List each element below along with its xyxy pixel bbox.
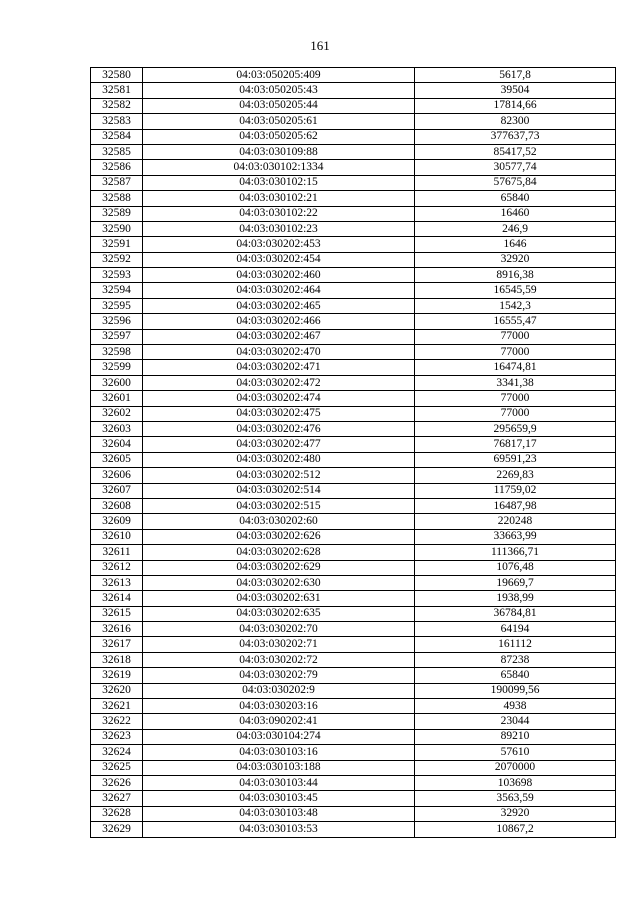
- table-row: [91, 591, 616, 606]
- value-cell: 16474,81: [415, 360, 616, 375]
- table-row: [91, 68, 616, 83]
- row-number-cell: 32590: [91, 221, 143, 236]
- value-cell: 220248: [415, 514, 616, 529]
- cadastral-number-cell: 04:03:030202:79: [143, 668, 415, 683]
- cadastral-number-cell: 04:03:030103:188: [143, 760, 415, 775]
- cadastral-number-cell: 04:03:030202:454: [143, 252, 415, 267]
- cadastral-number-cell: 04:03:030202:476: [143, 421, 415, 436]
- value-cell: 32920: [415, 806, 616, 821]
- value-cell: 1076,48: [415, 560, 616, 575]
- value-cell: 82300: [415, 114, 616, 129]
- row-number-cell: 32607: [91, 483, 143, 498]
- cadastral-number-cell: 04:03:030202:512: [143, 468, 415, 483]
- cadastral-number-cell: 04:03:050205:61: [143, 114, 415, 129]
- table-row: [91, 606, 616, 621]
- value-cell: 32920: [415, 252, 616, 267]
- cadastral-number-cell: 04:03:030103:44: [143, 775, 415, 790]
- value-cell: 161112: [415, 637, 616, 652]
- row-number-cell: 32616: [91, 622, 143, 637]
- row-number-cell: 32618: [91, 652, 143, 667]
- cadastral-number-cell: 04:03:030202:9: [143, 683, 415, 698]
- row-number-cell: 32624: [91, 745, 143, 760]
- value-cell: 8916,38: [415, 268, 616, 283]
- value-cell: 1646: [415, 237, 616, 252]
- cadastral-number-cell: 04:03:030103:16: [143, 745, 415, 760]
- cadastral-number-cell: 04:03:030109:88: [143, 144, 415, 159]
- cadastral-number-cell: 04:03:030202:472: [143, 375, 415, 390]
- row-number-cell: 32628: [91, 806, 143, 821]
- row-number-cell: 32603: [91, 421, 143, 436]
- cadastral-number-cell: 04:03:050205:43: [143, 83, 415, 98]
- cadastral-number-cell: 04:03:030202:453: [143, 237, 415, 252]
- value-cell: 103698: [415, 775, 616, 790]
- value-cell: 2269,83: [415, 468, 616, 483]
- value-cell: 3341,38: [415, 375, 616, 390]
- cadastral-number-cell: 04:03:030202:635: [143, 606, 415, 621]
- value-cell: 57675,84: [415, 175, 616, 190]
- cadastral-number-cell: 04:03:030202:628: [143, 545, 415, 560]
- value-cell: 2070000: [415, 760, 616, 775]
- value-cell: 87238: [415, 652, 616, 667]
- table-row: [91, 452, 616, 467]
- value-cell: 111366,71: [415, 545, 616, 560]
- table-row: [91, 668, 616, 683]
- row-number-cell: 32609: [91, 514, 143, 529]
- value-cell: 1938,99: [415, 591, 616, 606]
- value-cell: 11759,02: [415, 483, 616, 498]
- cadastral-number-cell: 04:03:050205:62: [143, 129, 415, 144]
- row-number-cell: 32615: [91, 606, 143, 621]
- value-cell: 1542,3: [415, 298, 616, 313]
- row-number-cell: 32601: [91, 391, 143, 406]
- cadastral-number-cell: 04:03:030202:515: [143, 498, 415, 513]
- cadastral-number-cell: 04:03:030203:16: [143, 699, 415, 714]
- page-number: 161: [310, 38, 330, 53]
- table-row: [91, 345, 616, 360]
- table-row: [91, 375, 616, 390]
- row-number-cell: 32602: [91, 406, 143, 421]
- value-cell: 85417,52: [415, 144, 616, 159]
- cadastral-number-cell: 04:03:030103:45: [143, 791, 415, 806]
- table-row: [91, 298, 616, 313]
- row-number-cell: 32584: [91, 129, 143, 144]
- row-number-cell: 32594: [91, 283, 143, 298]
- value-cell: 16545,59: [415, 283, 616, 298]
- value-cell: 39504: [415, 83, 616, 98]
- cadastral-number-cell: 04:03:030202:480: [143, 452, 415, 467]
- cadastral-number-cell: 04:03:030202:60: [143, 514, 415, 529]
- table-row: [91, 391, 616, 406]
- table-row: [91, 114, 616, 129]
- row-number-cell: 32597: [91, 329, 143, 344]
- table-row: [91, 329, 616, 344]
- row-number-cell: 32617: [91, 637, 143, 652]
- cadastral-number-cell: 04:03:030202:465: [143, 298, 415, 313]
- cadastral-number-cell: 04:03:030202:464: [143, 283, 415, 298]
- cadastral-number-cell: 04:03:030103:48: [143, 806, 415, 821]
- row-number-cell: 32627: [91, 791, 143, 806]
- value-cell: 89210: [415, 729, 616, 744]
- cadastral-number-cell: 04:03:030202:474: [143, 391, 415, 406]
- row-number-cell: 32589: [91, 206, 143, 221]
- row-number-cell: 32610: [91, 529, 143, 544]
- value-cell: 5617,8: [415, 68, 616, 83]
- table-row: [91, 545, 616, 560]
- table-row: [91, 252, 616, 267]
- table-row: [91, 822, 616, 837]
- row-number-cell: 32592: [91, 252, 143, 267]
- cadastral-number-cell: 04:03:030202:466: [143, 314, 415, 329]
- value-cell: 64194: [415, 622, 616, 637]
- row-number-cell: 32582: [91, 98, 143, 113]
- row-number-cell: 32623: [91, 729, 143, 744]
- value-cell: 77000: [415, 329, 616, 344]
- table-row: [91, 729, 616, 744]
- cadastral-number-cell: 04:03:030202:72: [143, 652, 415, 667]
- cadastral-number-cell: 04:03:030202:471: [143, 360, 415, 375]
- table-row: [91, 652, 616, 667]
- table-row: [91, 406, 616, 421]
- table-row: [91, 745, 616, 760]
- table-row: [91, 283, 616, 298]
- row-number-cell: 32600: [91, 375, 143, 390]
- value-cell: 3563,59: [415, 791, 616, 806]
- cadastral-number-cell: 04:03:030202:514: [143, 483, 415, 498]
- table-row: [91, 514, 616, 529]
- value-cell: 77000: [415, 345, 616, 360]
- value-cell: 76817,17: [415, 437, 616, 452]
- row-number-cell: 32593: [91, 268, 143, 283]
- cadastral-number-cell: 04:03:050205:409: [143, 68, 415, 83]
- table-row: [91, 268, 616, 283]
- table-row: [91, 637, 616, 652]
- value-cell: 4938: [415, 699, 616, 714]
- table-row: [91, 129, 616, 144]
- table-row: [91, 699, 616, 714]
- row-number-cell: 32591: [91, 237, 143, 252]
- cadastral-number-cell: 04:03:030202:467: [143, 329, 415, 344]
- cadastral-number-cell: 04:03:030202:70: [143, 622, 415, 637]
- table-row: [91, 575, 616, 590]
- cadastral-number-cell: 04:03:090202:41: [143, 714, 415, 729]
- table-row: [91, 791, 616, 806]
- table-row: [91, 314, 616, 329]
- table-row: [91, 560, 616, 575]
- row-number-cell: 32595: [91, 298, 143, 313]
- cadastral-number-cell: 04:03:030102:23: [143, 221, 415, 236]
- value-cell: 190099,56: [415, 683, 616, 698]
- table-row: [91, 144, 616, 159]
- row-number-cell: 32599: [91, 360, 143, 375]
- cadastral-number-cell: 04:03:030202:626: [143, 529, 415, 544]
- row-number-cell: 32586: [91, 160, 143, 175]
- value-cell: 36784,81: [415, 606, 616, 621]
- value-cell: 246,9: [415, 221, 616, 236]
- table-row: [91, 83, 616, 98]
- row-number-cell: 32622: [91, 714, 143, 729]
- table-row: [91, 221, 616, 236]
- value-cell: 377637,73: [415, 129, 616, 144]
- table-row: [91, 160, 616, 175]
- table-row: [91, 498, 616, 513]
- row-number-cell: 32604: [91, 437, 143, 452]
- cadastral-number-cell: 04:03:030102:22: [143, 206, 415, 221]
- row-number-cell: 32629: [91, 822, 143, 837]
- cadastral-number-cell: 04:03:030202:629: [143, 560, 415, 575]
- row-number-cell: 32625: [91, 760, 143, 775]
- value-cell: 19669,7: [415, 575, 616, 590]
- row-number-cell: 32606: [91, 468, 143, 483]
- table-row: [91, 714, 616, 729]
- cadastral-number-cell: 04:03:030202:630: [143, 575, 415, 590]
- value-cell: 33663,99: [415, 529, 616, 544]
- row-number-cell: 32626: [91, 775, 143, 790]
- row-number-cell: 32619: [91, 668, 143, 683]
- cadastral-number-cell: 04:03:050205:44: [143, 98, 415, 113]
- table-row: [91, 360, 616, 375]
- row-number-cell: 32620: [91, 683, 143, 698]
- table-row: [91, 483, 616, 498]
- row-number-cell: 32585: [91, 144, 143, 159]
- value-cell: 10867,2: [415, 822, 616, 837]
- table-row: [91, 421, 616, 436]
- row-number-cell: 32596: [91, 314, 143, 329]
- row-number-cell: 32612: [91, 560, 143, 575]
- cadastral-number-cell: 04:03:030202:475: [143, 406, 415, 421]
- row-number-cell: 32613: [91, 575, 143, 590]
- table-row: [91, 529, 616, 544]
- row-number-cell: 32621: [91, 699, 143, 714]
- cadastral-number-cell: 04:03:030202:477: [143, 437, 415, 452]
- value-cell: 30577,74: [415, 160, 616, 175]
- cadastral-number-cell: 04:03:030202:460: [143, 268, 415, 283]
- table-row: [91, 237, 616, 252]
- row-number-cell: 32614: [91, 591, 143, 606]
- value-cell: 57610: [415, 745, 616, 760]
- value-cell: 16555,47: [415, 314, 616, 329]
- cadastral-value-table: [90, 67, 616, 838]
- value-cell: 16487,98: [415, 498, 616, 513]
- table-row: [91, 622, 616, 637]
- table-row: [91, 806, 616, 821]
- table-row: [91, 468, 616, 483]
- cadastral-number-cell: 04:03:030102:15: [143, 175, 415, 190]
- row-number-cell: 32580: [91, 68, 143, 83]
- row-number-cell: 32583: [91, 114, 143, 129]
- row-number-cell: 32608: [91, 498, 143, 513]
- value-cell: 65840: [415, 191, 616, 206]
- cadastral-number-cell: 04:03:030202:71: [143, 637, 415, 652]
- cadastral-number-cell: 04:03:030202:631: [143, 591, 415, 606]
- row-number-cell: 32588: [91, 191, 143, 206]
- table-row: [91, 683, 616, 698]
- cadastral-number-cell: 04:03:030102:21: [143, 191, 415, 206]
- table-row: [91, 760, 616, 775]
- value-cell: 77000: [415, 391, 616, 406]
- row-number-cell: 32611: [91, 545, 143, 560]
- value-cell: 77000: [415, 406, 616, 421]
- table-row: [91, 775, 616, 790]
- cadastral-number-cell: 04:03:030102:1334: [143, 160, 415, 175]
- table-row: [91, 175, 616, 190]
- table-row: [91, 206, 616, 221]
- cadastral-number-cell: 04:03:030104:274: [143, 729, 415, 744]
- cadastral-number-cell: 04:03:030202:470: [143, 345, 415, 360]
- table-body: [91, 68, 616, 838]
- row-number-cell: 32605: [91, 452, 143, 467]
- table-row: [91, 191, 616, 206]
- value-cell: 295659,9: [415, 421, 616, 436]
- value-cell: 23044: [415, 714, 616, 729]
- value-cell: 69591,23: [415, 452, 616, 467]
- table-row: [91, 98, 616, 113]
- value-cell: 17814,66: [415, 98, 616, 113]
- row-number-cell: 32598: [91, 345, 143, 360]
- value-cell: 65840: [415, 668, 616, 683]
- cadastral-number-cell: 04:03:030103:53: [143, 822, 415, 837]
- row-number-cell: 32587: [91, 175, 143, 190]
- row-number-cell: 32581: [91, 83, 143, 98]
- value-cell: 16460: [415, 206, 616, 221]
- table-row: [91, 437, 616, 452]
